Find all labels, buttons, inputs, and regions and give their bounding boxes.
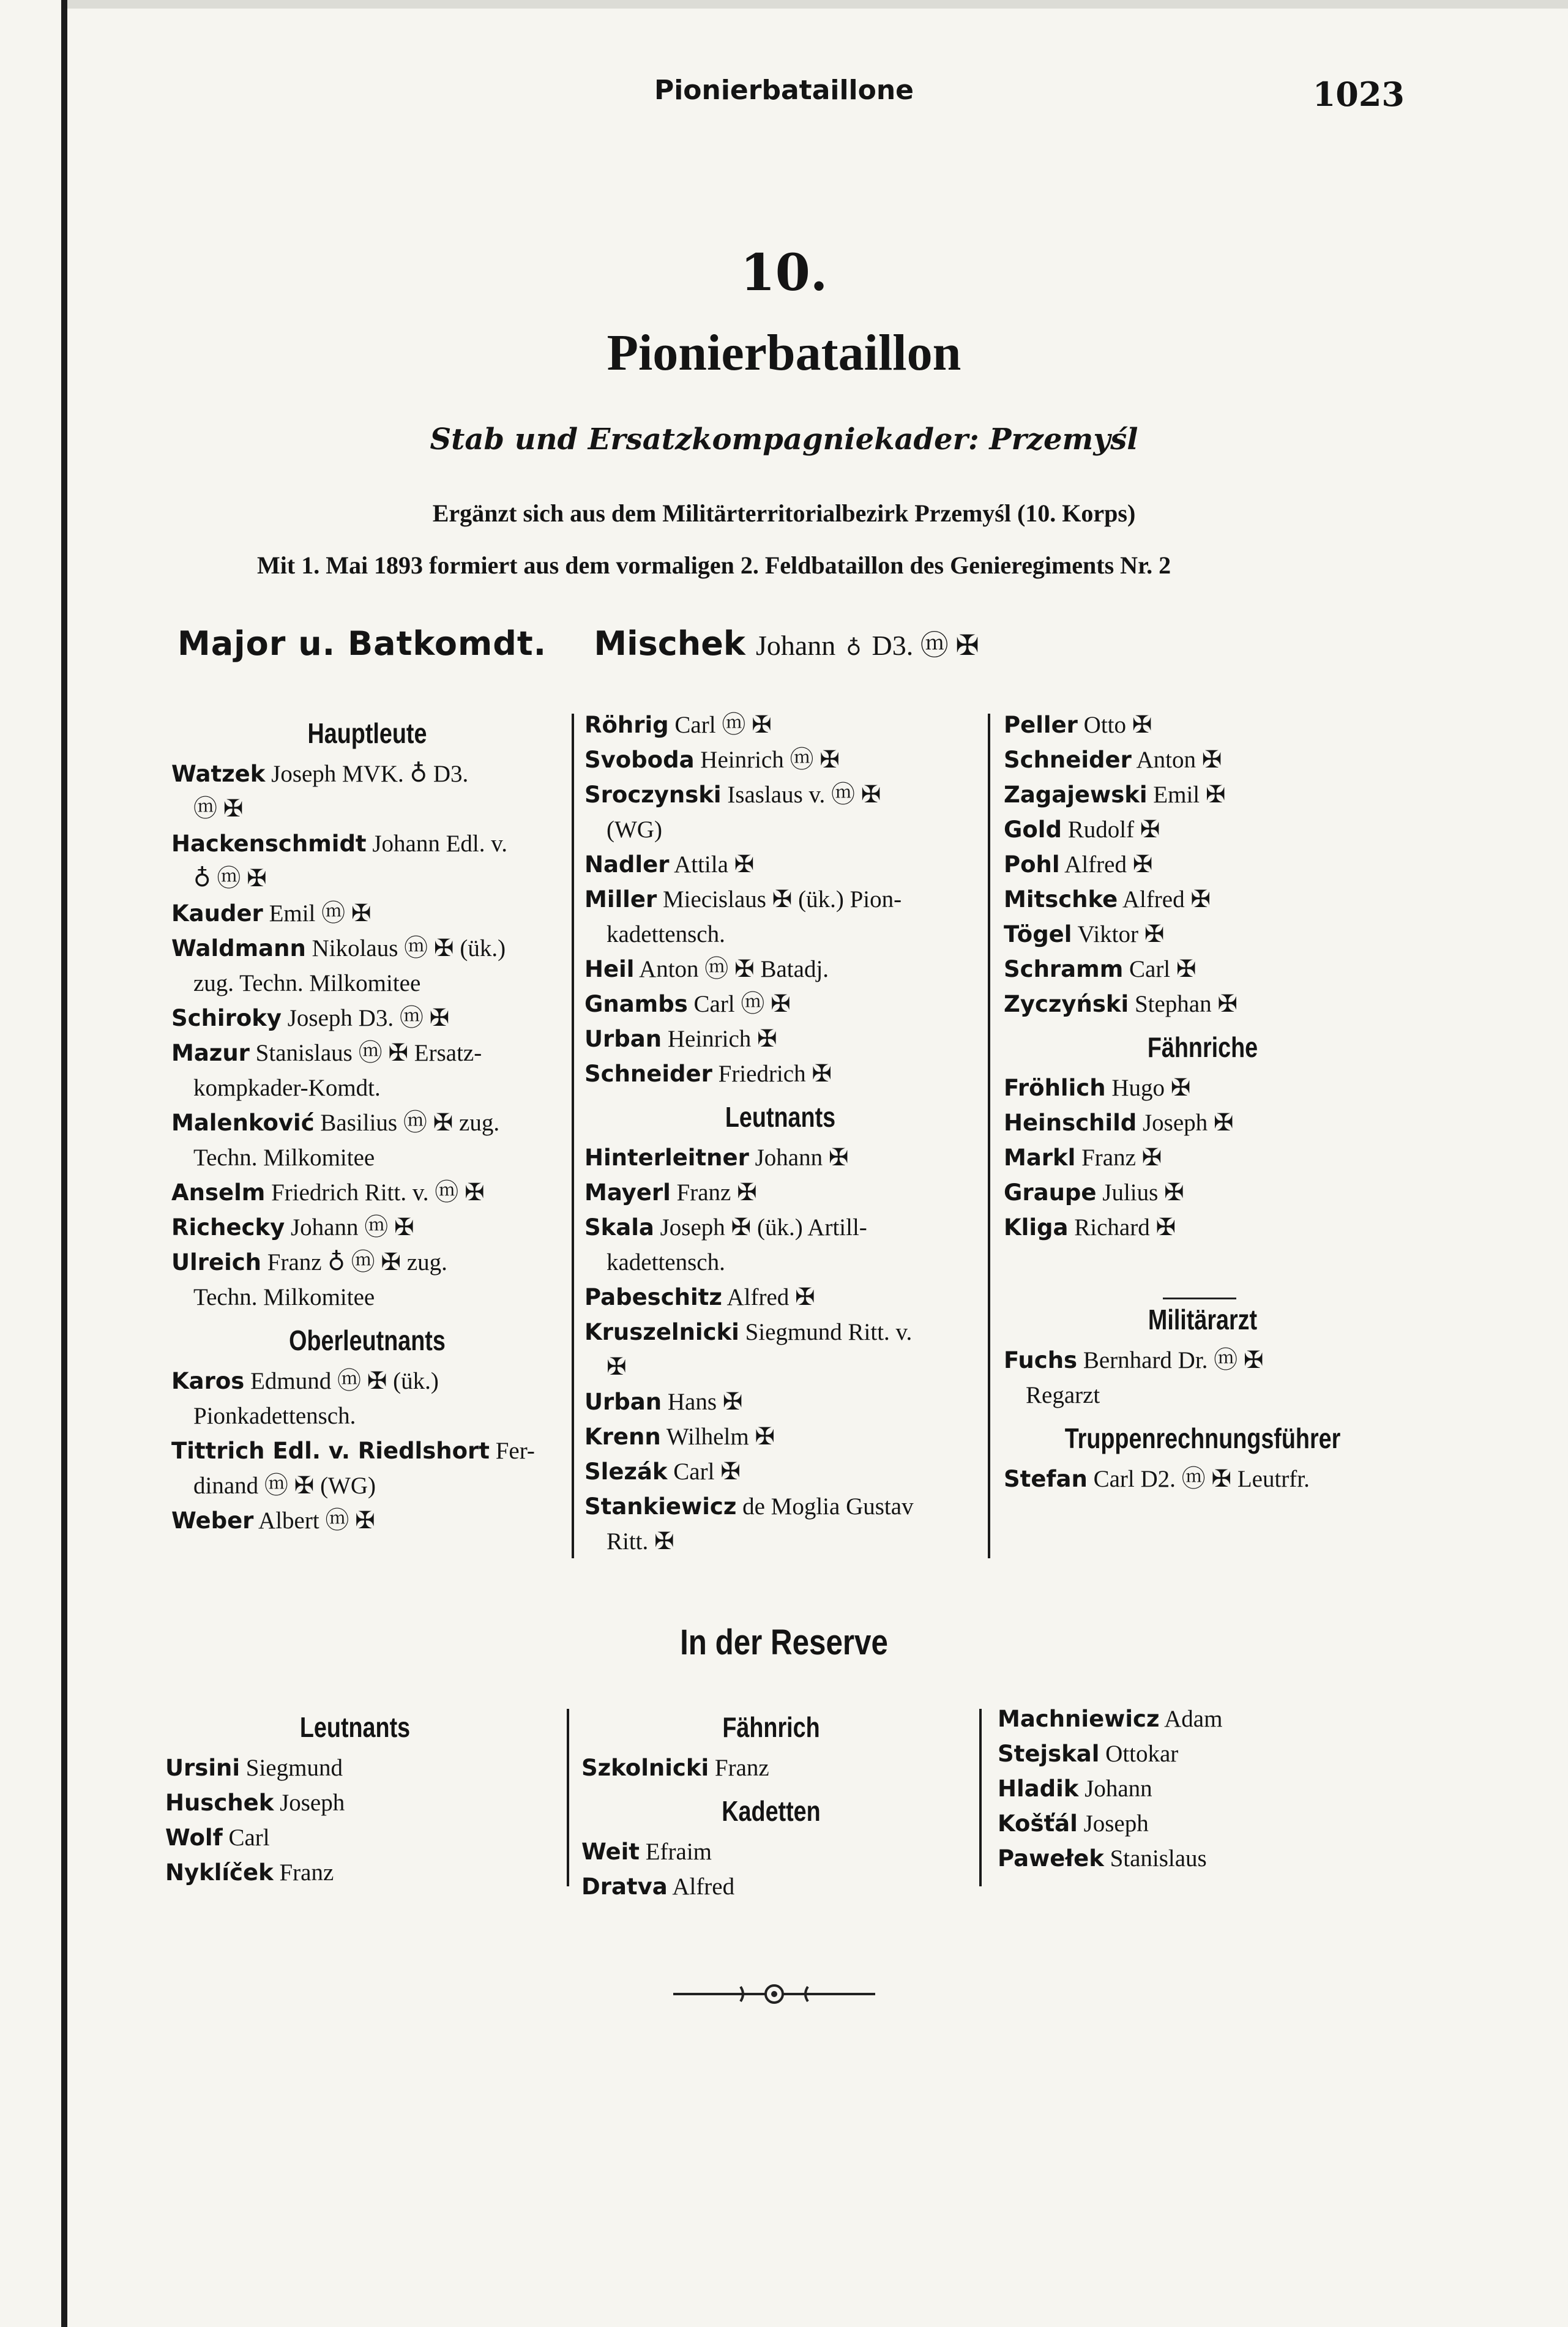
entry-surname: Skala — [584, 1214, 654, 1241]
entry-rest: Joseph D3. ⓜ ✠ — [287, 1005, 450, 1031]
entry-surname: Karos — [171, 1368, 245, 1394]
list-entry — [1004, 1175, 1402, 1210]
entry-rest: Johann Edl. v. — [372, 831, 507, 857]
list-entry — [1004, 952, 1402, 987]
list-entry — [1004, 742, 1402, 777]
section-reserve-fahnrich: Fähnrich — [722, 1711, 820, 1743]
list-entry — [171, 1105, 563, 1175]
list-entry — [998, 1806, 1395, 1841]
list-entry — [1004, 1140, 1402, 1175]
entry-rest: Carl ✠ — [673, 1459, 741, 1485]
entry-rest: Carl ⓜ ✠ — [674, 712, 772, 738]
entry-rest: Bernhard Dr. ⓜ ✠ — [1083, 1347, 1264, 1373]
section-leutnants: Leutnants — [725, 1101, 836, 1133]
list-entry — [1004, 1105, 1402, 1140]
entry-surname: Pohl — [1004, 851, 1060, 878]
list-entry — [171, 1245, 563, 1315]
entry-surname: Markl — [1004, 1145, 1076, 1171]
entry-surname: Kruszelnicki — [584, 1319, 739, 1345]
entry-rest: Carl — [228, 1825, 270, 1851]
reserve-divider-1 — [567, 1709, 569, 1886]
entry-continuation: ⓜ ✠ — [193, 796, 244, 822]
entry-rest: Alfred ✠ — [1122, 886, 1211, 913]
unit-name: Pionierbataillon — [607, 324, 961, 381]
entry-rest: Alfred ✠ — [726, 1284, 815, 1310]
entry-continuation: Ritt. ✠ — [607, 1528, 674, 1555]
major-surname: Mischek — [594, 624, 745, 663]
list-entry — [1004, 1210, 1402, 1245]
entry-surname: Gold — [1004, 816, 1062, 843]
section-truppenrechnungsfuhrer: Truppenrechnungsführer — [1064, 1422, 1341, 1454]
entry-surname: Graupe — [1004, 1179, 1097, 1206]
entry-rest: Franz ♁ ⓜ ✠ zug. — [267, 1249, 447, 1276]
reserve-leutnants-list — [165, 1750, 545, 1890]
entry-continuation: Techn. Milkomitee — [193, 1284, 375, 1310]
list-entry — [171, 1433, 563, 1503]
running-title: Pionierbataillone — [654, 75, 914, 106]
entry-rest: Emil ⓜ ✠ — [269, 900, 371, 927]
entry-rest: Franz — [279, 1859, 334, 1886]
entry-rest: Carl ⓜ ✠ — [693, 991, 791, 1017]
entry-surname: Zagajewski — [1004, 782, 1148, 808]
page-number: 1023 — [1312, 75, 1405, 114]
reserve-title: In der Reserve — [680, 1623, 888, 1662]
list-entry — [171, 1036, 563, 1105]
list-entry — [165, 1750, 545, 1785]
section-militararzt: Militärarzt — [1148, 1304, 1258, 1335]
entry-rest: Alfred ✠ — [1064, 851, 1153, 878]
list-entry — [584, 987, 976, 1022]
entry-surname: Ursini — [165, 1755, 241, 1781]
section-fahnriche: Fähnriche — [1147, 1031, 1258, 1063]
entry-rest: Franz — [714, 1755, 769, 1781]
list-entry — [584, 742, 976, 777]
entry-surname: Kliga — [1004, 1214, 1069, 1241]
entry-rest: Joseph ✠ (ük.) Artill- — [660, 1214, 867, 1241]
column-divider-2 — [988, 714, 990, 1558]
entry-rest: Nikolaus ⓜ ✠ (ük.) — [312, 935, 506, 962]
entry-rest: Attila ✠ — [674, 851, 755, 878]
list-entry — [584, 1175, 976, 1210]
entry-rest: Julius ✠ — [1102, 1179, 1184, 1206]
entry-rest: Adam — [1164, 1706, 1223, 1732]
entry-surname: Stefan — [1004, 1466, 1088, 1492]
entry-surname: Mayerl — [584, 1179, 671, 1206]
entry-surname: Gnambs — [584, 991, 688, 1017]
list-entry — [584, 1419, 976, 1454]
entry-surname: Tittrich Edl. v. Riedlshort — [171, 1438, 490, 1464]
entry-surname: Szkolnicki — [581, 1755, 709, 1781]
entry-rest: Anton ⓜ ✠ Batadj. — [639, 956, 829, 982]
oberleutnants-list — [171, 1364, 563, 1538]
entry-continuation: ♁ ⓜ ✠ — [193, 865, 267, 892]
entry-surname: Dratva — [581, 1873, 668, 1900]
list-entry — [171, 756, 563, 826]
list-entry — [998, 1701, 1395, 1736]
entry-rest: Basilius ⓜ ✠ zug. — [320, 1110, 500, 1136]
list-entry — [171, 1503, 563, 1538]
list-entry — [1004, 847, 1402, 882]
entry-surname: Fröhlich — [1004, 1075, 1106, 1101]
entry-rest: Johann ⓜ ✠ — [290, 1214, 414, 1241]
entry-rest: Isaslaus v. ⓜ ✠ — [727, 782, 881, 808]
entry-rest: Stanislaus ⓜ ✠ Ersatz- — [255, 1040, 482, 1066]
entry-surname: Schramm — [1004, 956, 1124, 982]
entry-rest: Franz ✠ — [1081, 1145, 1162, 1171]
entry-surname: Röhrig — [584, 712, 669, 738]
entry-rest: Joseph — [1083, 1810, 1149, 1837]
entry-surname: Svoboda — [584, 747, 695, 773]
list-entry — [584, 1454, 976, 1489]
list-entry — [171, 931, 563, 1001]
entry-continuation: zug. Techn. Milkomitee — [193, 970, 421, 996]
entry-rest: Carl D2. ⓜ ✠ Leutrfr. — [1093, 1466, 1310, 1492]
entry-surname: Urban — [584, 1026, 662, 1052]
entry-surname: Huschek — [165, 1790, 274, 1816]
reserve-column-2 — [581, 1701, 961, 1904]
entry-surname: Mazur — [171, 1040, 250, 1066]
entry-surname: Schneider — [584, 1061, 712, 1087]
entry-rest: de Moglia Gustav — [742, 1493, 914, 1520]
oberleutnants-continued-list — [584, 708, 976, 1091]
list-entry — [165, 1855, 545, 1890]
entry-surname: Fuchs — [1004, 1347, 1078, 1373]
hauptleute-list — [171, 756, 563, 1315]
reserve-kadetten-list — [581, 1834, 961, 1904]
entry-rest: Otto ✠ — [1083, 712, 1152, 738]
entry-continuation: Techn. Milkomitee — [193, 1145, 375, 1171]
entry-surname: Heil — [584, 956, 635, 982]
fahnriche-list — [1004, 1070, 1402, 1245]
entry-continuation: Regarzt — [1026, 1382, 1100, 1408]
list-entry — [1004, 708, 1402, 742]
entry-surname: Nyklíček — [165, 1859, 274, 1886]
entry-surname: Malenković — [171, 1110, 315, 1136]
entry-rest: Richard ✠ — [1074, 1214, 1176, 1241]
entry-surname: Ulreich — [171, 1249, 262, 1276]
column-1 — [171, 708, 563, 1538]
list-entry — [998, 1736, 1395, 1771]
truppen-entry — [1004, 1462, 1402, 1496]
entry-rest: Wilhelm ✠ — [666, 1424, 775, 1450]
entry-rest: Johann ✠ — [755, 1145, 849, 1171]
list-entry — [584, 882, 976, 952]
militararzt-entry — [1004, 1343, 1402, 1413]
list-entry — [581, 1834, 961, 1869]
entry-rest: Ottokar — [1105, 1741, 1179, 1767]
list-entry — [584, 1210, 976, 1280]
entry-surname: Waldmann — [171, 935, 306, 962]
entry-rest: Siegmund — [245, 1755, 343, 1781]
entry-surname: Miller — [584, 886, 657, 913]
entry-continuation: kadettensch. — [607, 1249, 725, 1276]
entry-rest: Stanislaus — [1110, 1845, 1207, 1872]
entry-rest: Emil ✠ — [1153, 782, 1226, 808]
column-divider-1 — [572, 714, 574, 1558]
formiert-line: Mit 1. Mai 1893 formiert aus dem vormaligen 2. Feldbataillon des Genieregiments Nr. 2 — [257, 551, 1171, 579]
entry-surname: Heinschild — [1004, 1110, 1137, 1136]
entry-rest: Heinrich ✠ — [667, 1026, 777, 1052]
list-entry — [1004, 812, 1402, 847]
section-hauptleute: Hauptleute — [307, 717, 427, 749]
entry-rest: Viktor ✠ — [1077, 921, 1165, 947]
entry-rest: Joseph ✠ — [1142, 1110, 1234, 1136]
entry-surname: Slezák — [584, 1459, 668, 1485]
list-entry — [171, 1364, 563, 1433]
entry-rest: Joseph — [280, 1790, 345, 1816]
section-reserve-leutnants: Leutnants — [299, 1711, 411, 1743]
reserve-divider-2 — [979, 1709, 982, 1886]
entry-continuation: kompkader-Komdt. — [193, 1075, 381, 1101]
entry-continuation: (WG) — [607, 816, 662, 843]
column-3 — [1004, 708, 1402, 1496]
entry-surname: Pawełek — [998, 1845, 1104, 1872]
list-entry — [171, 1001, 563, 1036]
list-entry — [998, 1841, 1395, 1876]
section-reserve-kadetten: Kadetten — [722, 1795, 821, 1827]
entry-rest: Miecislaus ✠ (ük.) Pion- — [662, 886, 902, 913]
entry-rest: Alfred — [672, 1873, 735, 1900]
entry-continuation: ✠ — [607, 1354, 627, 1380]
entry-surname: Schneider — [1004, 747, 1132, 773]
entry-continuation: kadettensch. — [607, 921, 725, 947]
entry-surname: Richecky — [171, 1214, 285, 1241]
major-line — [177, 623, 979, 663]
page-top-shade — [67, 0, 1568, 9]
entry-rest: Friedrich ✠ — [718, 1061, 832, 1087]
entry-surname: Peller — [1004, 712, 1078, 738]
list-entry — [165, 1820, 545, 1855]
entry-surname: Hinterleitner — [584, 1145, 749, 1171]
entry-surname: Sroczynski — [584, 782, 722, 808]
entry-surname: Watzek — [171, 761, 266, 787]
list-entry — [584, 847, 976, 882]
entry-surname: Schiroky — [171, 1005, 282, 1031]
list-entry — [584, 952, 976, 987]
entry-rest: Heinrich ⓜ ✠ — [700, 747, 840, 773]
spacer — [1004, 1245, 1402, 1294]
list-entry — [998, 1771, 1395, 1806]
entry-continuation: Pionkadettensch. — [193, 1403, 356, 1429]
list-entry — [581, 1869, 961, 1904]
leutnants-continued-list — [1004, 708, 1402, 1022]
list-entry — [584, 1489, 976, 1559]
entry-surname: Weit — [581, 1839, 640, 1865]
erganzt-line: Ergänzt sich aus dem Militärterritorialbezirk Przemyśl (10. Korps) — [432, 499, 1136, 527]
entry-rest: Rudolf ✠ — [1067, 816, 1160, 843]
unit-number: 10. — [740, 244, 828, 302]
entry-rest: Fer- — [495, 1438, 535, 1464]
entry-rest: Stephan ✠ — [1134, 991, 1238, 1017]
reserve-column-1 — [165, 1701, 545, 1890]
reserve-column-3 — [998, 1701, 1395, 1876]
entry-surname: Mitschke — [1004, 886, 1118, 913]
list-entry — [171, 1175, 563, 1210]
entry-rest: Albert ⓜ ✠ — [258, 1507, 375, 1534]
entry-surname: Pabeschitz — [584, 1284, 722, 1310]
reserve-fahnrich-entry — [581, 1750, 961, 1785]
entry-surname: Hackenschmidt — [171, 831, 367, 857]
entry-rest: Friedrich Ritt. v. ⓜ ✠ — [271, 1179, 485, 1206]
reserve-column-3-list — [998, 1701, 1395, 1876]
entry-rest: Carl ✠ — [1129, 956, 1197, 982]
entry-surname: Kauder — [171, 900, 263, 927]
entry-surname: Stejskal — [998, 1741, 1100, 1767]
short-rule — [1163, 1298, 1236, 1299]
list-entry — [584, 1384, 976, 1419]
entry-surname: Weber — [171, 1507, 254, 1534]
entry-rest: Efraim — [645, 1839, 712, 1865]
leutnants-list — [584, 1140, 976, 1559]
entry-surname: Košťál — [998, 1810, 1078, 1837]
list-entry — [171, 826, 563, 896]
list-entry — [1004, 1070, 1402, 1105]
list-entry — [1004, 777, 1402, 812]
entry-surname: Anselm — [171, 1179, 266, 1206]
order-medal-icon: ♁ — [846, 636, 862, 660]
entry-surname: Hladik — [998, 1776, 1079, 1802]
list-entry — [1004, 882, 1402, 917]
list-entry — [1004, 987, 1402, 1022]
entry-surname: Wolf — [165, 1825, 223, 1851]
list-entry — [171, 1210, 563, 1245]
major-decorations: D3. ⓜ ✠ — [872, 630, 979, 661]
list-entry — [165, 1785, 545, 1820]
entry-rest: Hans ✠ — [667, 1389, 743, 1415]
list-entry — [1004, 917, 1402, 952]
list-entry — [584, 1056, 976, 1091]
list-entry — [584, 1280, 976, 1315]
list-entry — [584, 777, 976, 847]
major-rank: Major u. Batkomdt. — [177, 624, 547, 663]
column-2 — [584, 708, 976, 1559]
ornament-divider-icon — [673, 1982, 875, 2006]
entry-surname: Machniewicz — [998, 1706, 1160, 1732]
list-entry — [584, 1315, 976, 1384]
major-given: Johann — [755, 630, 836, 661]
entry-surname: Nadler — [584, 851, 670, 878]
entry-surname: Stankiewicz — [584, 1493, 737, 1520]
entry-rest: Anton ✠ — [1136, 747, 1222, 773]
entry-surname: Zyczyński — [1004, 991, 1129, 1017]
entry-rest: Siegmund Ritt. v. — [745, 1319, 913, 1345]
list-entry — [584, 1022, 976, 1056]
stab-line: Stab und Ersatzkompagniekader: Przemyśl — [430, 422, 1138, 457]
list-entry — [584, 708, 976, 742]
entry-rest: Franz ✠ — [676, 1179, 757, 1206]
entry-surname: Urban — [584, 1389, 662, 1415]
entry-rest: Edmund ⓜ ✠ (ük.) — [250, 1368, 439, 1394]
entry-surname: Krenn — [584, 1424, 661, 1450]
section-oberleutnants: Oberleutnants — [289, 1324, 446, 1356]
list-entry — [171, 896, 563, 931]
entry-continuation: dinand ⓜ ✠ (WG) — [193, 1473, 376, 1499]
entry-surname: Tögel — [1004, 921, 1072, 947]
entry-rest: Hugo ✠ — [1111, 1075, 1191, 1101]
entry-rest: Johann — [1085, 1776, 1152, 1802]
list-entry — [584, 1140, 976, 1175]
entry-rest: Joseph MVK. ♁ D3. — [271, 761, 469, 787]
